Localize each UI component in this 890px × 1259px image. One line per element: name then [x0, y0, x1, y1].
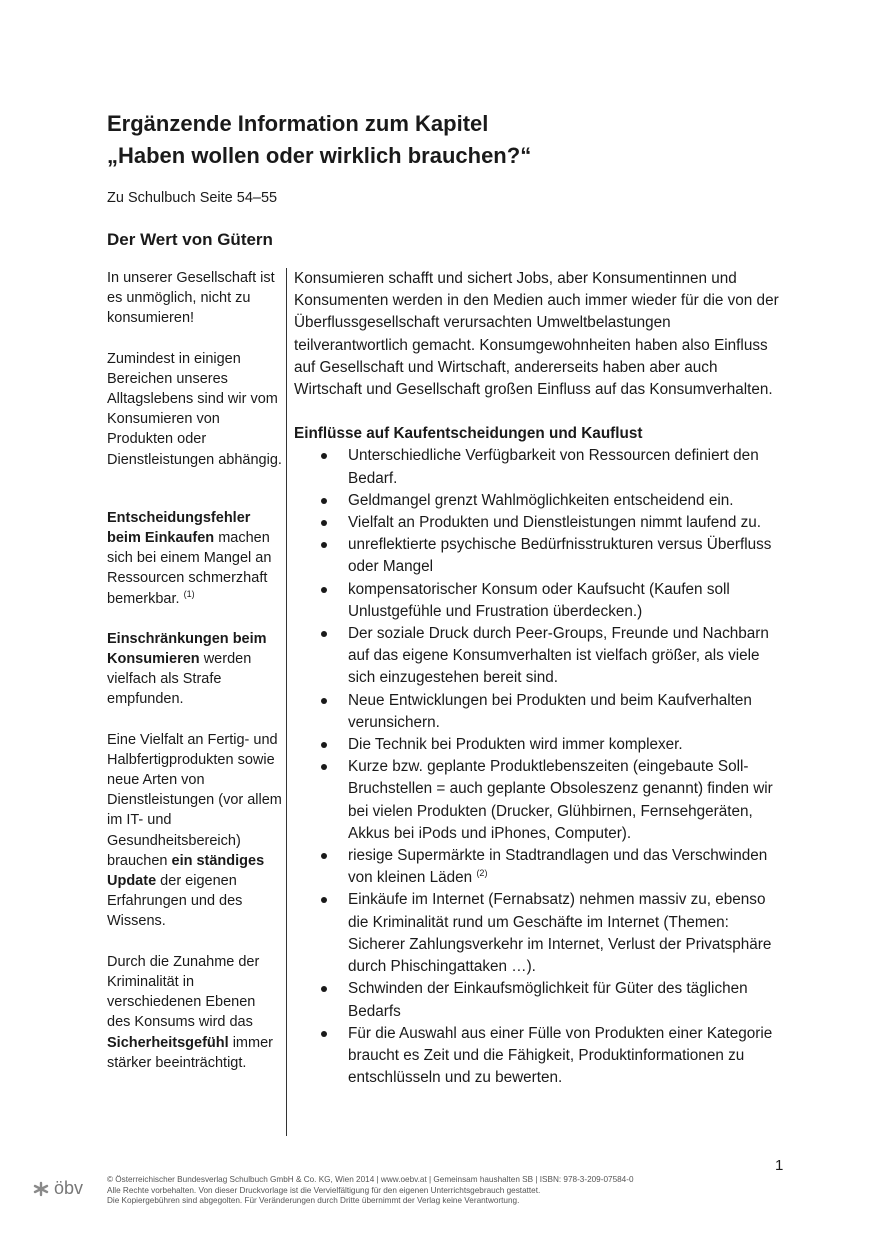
publisher-star-icon: [32, 1181, 50, 1197]
list-item: [294, 978, 784, 1022]
footer-line-3: Die Kopiergebühren sind abgegolten. Für Veränderungen durch Dritte übernimmt der Verlag keine Verantwortung.: [107, 1196, 520, 1205]
sidebar-note-4: [107, 629, 282, 710]
publisher-logo-text: öbv: [54, 1178, 84, 1198]
title-line-2: „Haben wollen oder wirklich brauchen?“: [107, 143, 532, 168]
footer-line-1: © Österreichischer Bundesverlag Schulbuch GmbH & Co. KG, Wien 2014 | www.oebv.at | Gemeinsam haushalten SB | ISBN: 978-3-209-07584-0: [107, 1175, 634, 1184]
footnote-ref-2: (2): [476, 868, 488, 879]
sidebar-note-5-bold: ein ständiges Update: [107, 852, 265, 890]
intro-paragraph: Konsumieren schafft und sichert Jobs, aber Konsumentinnen und Konsumenten werden in den Medien auch immer wieder für die von der Überflussgesellschaft verursachten Umweltbelastungen teilverantwortlich gemacht. Konsumgewohnheiten haben also Einfluss auf Gesellschaft und Wirtschaft, andererseits haben aber auch Wirtschaft und Gesellschaft großen Einfluss auf das Konsumverhalten.: [294, 270, 779, 399]
sidebar-note-2: Zumindest in einigen Bereichen unseres Alltagslebens sind wir vom Konsumieren von Produkten oder Dienstleistungen abhängig.: [107, 350, 282, 468]
list-item: [294, 623, 784, 690]
page-number: 1: [775, 1157, 784, 1174]
sidebar-note-6-text-b: immer stärker beeinträchtigt.: [107, 1034, 273, 1071]
bullet-icon: [321, 520, 327, 526]
list-item-text: Die Technik bei Produkten wird immer komplexer.: [348, 736, 683, 754]
column-divider: [286, 268, 287, 1136]
bullet-icon: [321, 764, 327, 770]
list-item: [294, 734, 784, 756]
influence-list: [294, 445, 784, 1089]
sidebar-note-6-text-a: Durch die Zunahme der Kriminalität in verschiedenen Ebenen des Konsums wird das: [107, 953, 260, 1031]
bullet-icon: [321, 897, 327, 903]
sidebar-note-1: In unserer Gesellschaft ist es unmöglich, nicht zu konsumieren!: [107, 270, 275, 327]
list-item-text: unreflektierte psychische Bedürfnisstrukturen versus Überfluss oder Mangel: [348, 536, 772, 576]
list-item: [294, 889, 784, 978]
bullet-icon: [321, 742, 327, 748]
sidebar-note-5: [107, 730, 282, 932]
bullet-icon: [321, 587, 327, 593]
list-item-text: Unterschiedliche Verfügbarkeit von Ressourcen definiert den Bedarf.: [348, 447, 759, 487]
list-item-text: kompensatorischer Konsum oder Kaufsucht (Kaufen soll Unlustgefühle und Frustration überdecken.): [348, 580, 730, 620]
sidebar-note-6-bold: Sicherheitsgefühl: [107, 1034, 229, 1051]
sidebar-note-6: [107, 952, 282, 1073]
list-item-text: Der soziale Druck durch Peer-Groups, Freunde und Nachbarn auf das eigene Konsumverhalten ist vielfach größer, als viele sich einzugestehen bereit sind.: [348, 625, 769, 687]
list-item: [294, 845, 784, 889]
list-item-text: Einkäufe im Internet (Fernabsatz) nehmen massiv zu, ebenso die Kriminalität rund um Geschäfte im Internet (Themen: Sicherer Zahlungsverkehr im Internet, Verlust der Privatsphäre durch Phischingattaken …).: [348, 891, 772, 976]
list-item-text: Schwinden der Einkaufsmöglichkeit für Güter des täglichen Bedarfs: [348, 980, 748, 1020]
list-item: [294, 490, 784, 512]
list-item-text: Neue Entwicklungen bei Produkten und beim Kaufverhalten verunsichern.: [348, 691, 752, 731]
list-item-text: Kurze bzw. geplante Produktlebenszeiten (eingebaute Soll-Bruchstellen = auch geplante Obsoleszenz genannt) finden wir bei vielen Produkten (Drucker, Glühbirnen, Fernsehgeräten, Akkus bei iPods und iPhones, Computer).: [348, 758, 773, 842]
list-heading: Einflüsse auf Kaufentscheidungen und Kauflust: [294, 425, 643, 443]
list-item-text: Vielfalt an Produkten und Dienstleistungen nimmt laufend zu.: [348, 514, 761, 532]
bullet-icon: [321, 498, 327, 504]
bullet-icon: [321, 453, 327, 459]
list-item-text: Für die Auswahl aus einer Fülle von Produkten einer Kategorie braucht es Zeit und die Fähigkeit, Produktinformationen zu entschlüsseln und zu bewerten.: [348, 1024, 773, 1087]
bullet-icon: [321, 986, 327, 992]
bullet-icon: [321, 698, 327, 704]
sidebar-note-4-bold: Einschränkungen beim Konsumieren: [107, 630, 267, 668]
sidebar-note-5-text-b: der eigenen Erfahrungen und des Wissens.: [107, 873, 243, 930]
sidebar-note-4-text: werden vielfach als Strafe empfunden.: [107, 651, 252, 708]
book-reference: Zu Schulbuch Seite 54–55: [107, 190, 278, 206]
list-item-text: Geldmangel grenzt Wahlmöglichkeiten entscheidend ein.: [348, 491, 734, 509]
sidebar-note-5-text-a: Eine Vielfalt an Fertig- und Halbfertigprodukten sowie neue Arten von Dienstleistungen (vor allem im IT- und Gesundheitsbereich) brauchen: [107, 731, 282, 869]
bullet-icon: [321, 1031, 327, 1037]
list-item: [294, 445, 784, 489]
list-item: [294, 512, 784, 534]
section-heading: Der Wert von Gütern: [107, 230, 273, 249]
list-item: [294, 579, 784, 623]
list-item: [294, 1023, 784, 1090]
sidebar-note-3-bold: Entscheidungsfehler beim Einkaufen: [107, 509, 251, 547]
page-title: [107, 108, 807, 172]
bullet-icon: [321, 542, 327, 548]
sidebar-note-3-text: machen sich bei einem Mangel an Ressourcen schmerzhaft bemerkbar.: [107, 530, 272, 607]
bullet-icon: [321, 853, 327, 859]
footer-line-2: Alle Rechte vorbehalten. Von dieser Druckvorlage ist die Vervielfältigung für den eigenen Unterrichtsgebrauch gestattet.: [107, 1185, 541, 1195]
list-item-text: riesige Supermärkte in Stadtrandlagen und das Verschwinden von kleinen Läden: [348, 847, 768, 887]
publisher-logo: [32, 1178, 83, 1199]
footer-copyright: [107, 1175, 807, 1207]
bullet-icon: [321, 631, 327, 637]
main-content: [294, 268, 784, 1089]
list-item: [294, 534, 784, 578]
list-item: [294, 690, 784, 734]
title-line-1: Ergänzende Information zum Kapitel: [107, 111, 489, 136]
sidebar-notes: [107, 268, 282, 1093]
footnote-ref-1: (1): [183, 588, 195, 599]
list-item: [294, 756, 784, 845]
sidebar-note-3: [107, 508, 282, 609]
